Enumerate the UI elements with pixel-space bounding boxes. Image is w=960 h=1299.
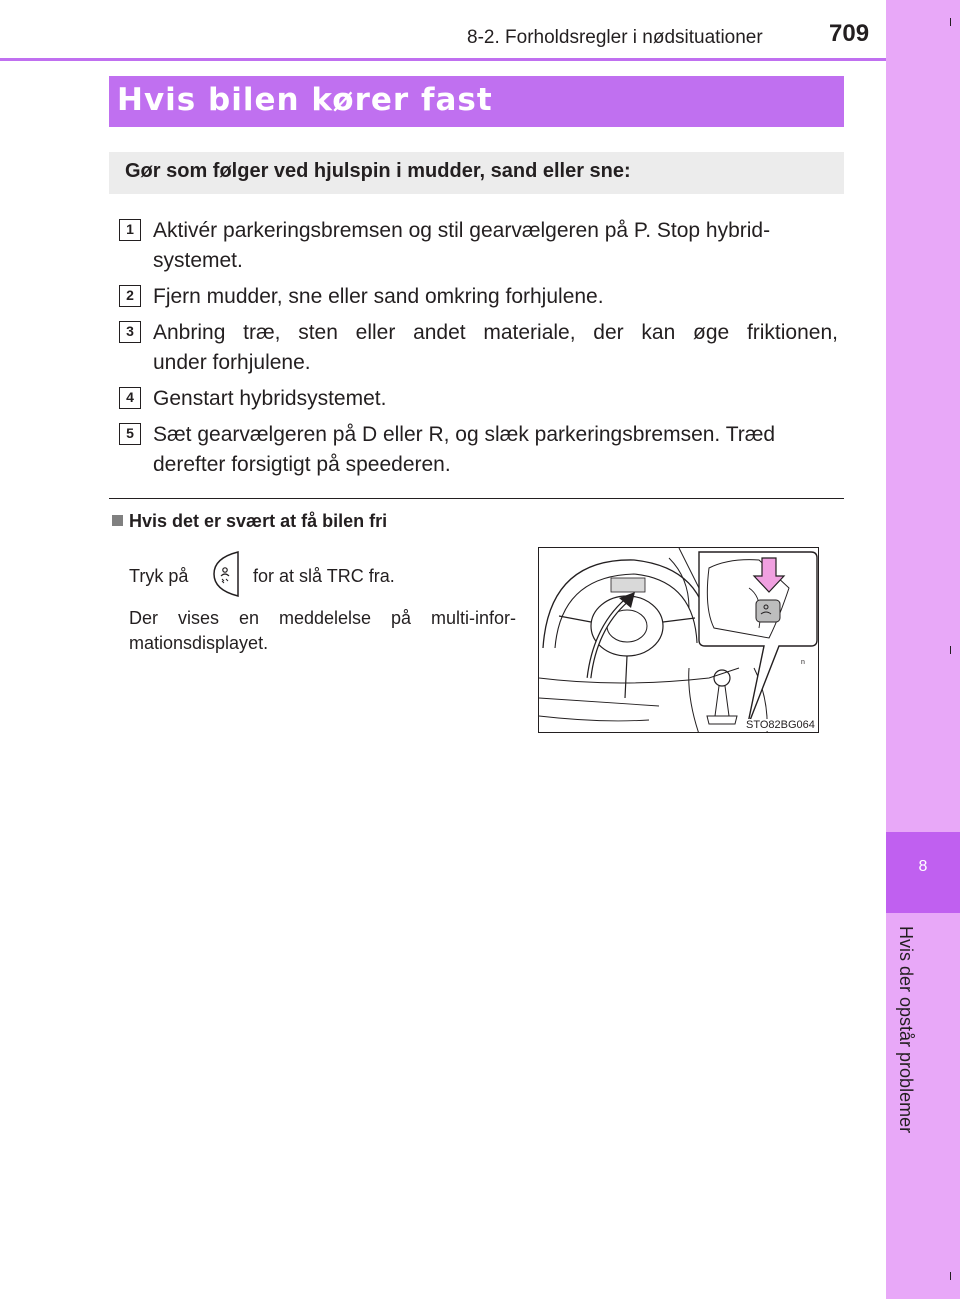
dashboard-drawing xyxy=(539,548,819,733)
step-5-line1: Sæt gearvælgeren på D eller R, og slæk parkeringsbremsen. Træd xyxy=(153,423,776,446)
step-5-text xyxy=(153,420,838,480)
intro-box xyxy=(109,152,844,194)
step-1-line2: systemet. xyxy=(153,249,243,272)
chapter-label: Hvis der opstår problemer xyxy=(896,926,916,1134)
watermark[interactable]: carmanualsonline.info xyxy=(598,1262,875,1290)
bullet-square-icon xyxy=(112,515,123,526)
step-2-line1: Fjern mudder, sne eller sand omkring forhjulene. xyxy=(153,285,604,308)
header-rule xyxy=(0,58,886,61)
step-4-text xyxy=(153,384,838,414)
svg-text:n: n xyxy=(801,659,805,666)
section-header: 8-2. Forholdsregler i nødsituationer xyxy=(467,27,763,48)
intro-text: Gør som følger ved hjulspin i mudder, sand eller sne: xyxy=(125,160,631,182)
step-1-line1: Aktivér parkeringsbremsen og stil gearvælgeren på P. Stop hybrid- xyxy=(153,219,771,242)
figure-code: STO82BG064 xyxy=(746,719,815,731)
tryk-pre-text: Tryk på xyxy=(129,566,189,586)
chapter-number: 8 xyxy=(918,858,928,875)
title-bar xyxy=(109,76,844,127)
step-number-2: 2 xyxy=(119,285,141,307)
step-3-line2: under forhjulene. xyxy=(153,351,311,374)
step-3-line1: Anbring træ, sten eller andet materiale, der kan øge friktionen, xyxy=(153,321,838,344)
tryk-post-text: for at slå TRC fra. xyxy=(253,566,395,586)
chapter-tab[interactable] xyxy=(886,832,960,913)
subsection-heading-text: Hvis det er svært at få bilen fri xyxy=(129,511,388,531)
step-1-text xyxy=(153,216,838,276)
step-2-text xyxy=(153,282,838,312)
crop-mark xyxy=(950,18,951,26)
note-line-2: mationsdisplayet. xyxy=(129,633,269,653)
note-line-1: Der vises en meddelelse på multi-infor- xyxy=(129,608,516,628)
step-number-1: 1 xyxy=(119,219,141,241)
step-3-text xyxy=(153,318,838,378)
dashboard-illustration xyxy=(538,547,819,733)
page-title: Hvis bilen kører fast xyxy=(117,82,493,118)
page-number: 709 xyxy=(829,20,870,47)
step-number-4: 4 xyxy=(119,387,141,409)
crop-mark xyxy=(950,646,951,654)
step-number-3: 3 xyxy=(119,321,141,343)
crop-mark xyxy=(950,1272,951,1280)
step-number-5: 5 xyxy=(119,423,141,445)
step-5-line2: derefter forsigtigt på speederen. xyxy=(153,453,451,476)
section-divider xyxy=(109,498,844,499)
trc-off-button-icon xyxy=(210,548,244,600)
step-4-line1: Genstart hybridsystemet. xyxy=(153,387,387,410)
subsection-heading xyxy=(112,511,387,532)
